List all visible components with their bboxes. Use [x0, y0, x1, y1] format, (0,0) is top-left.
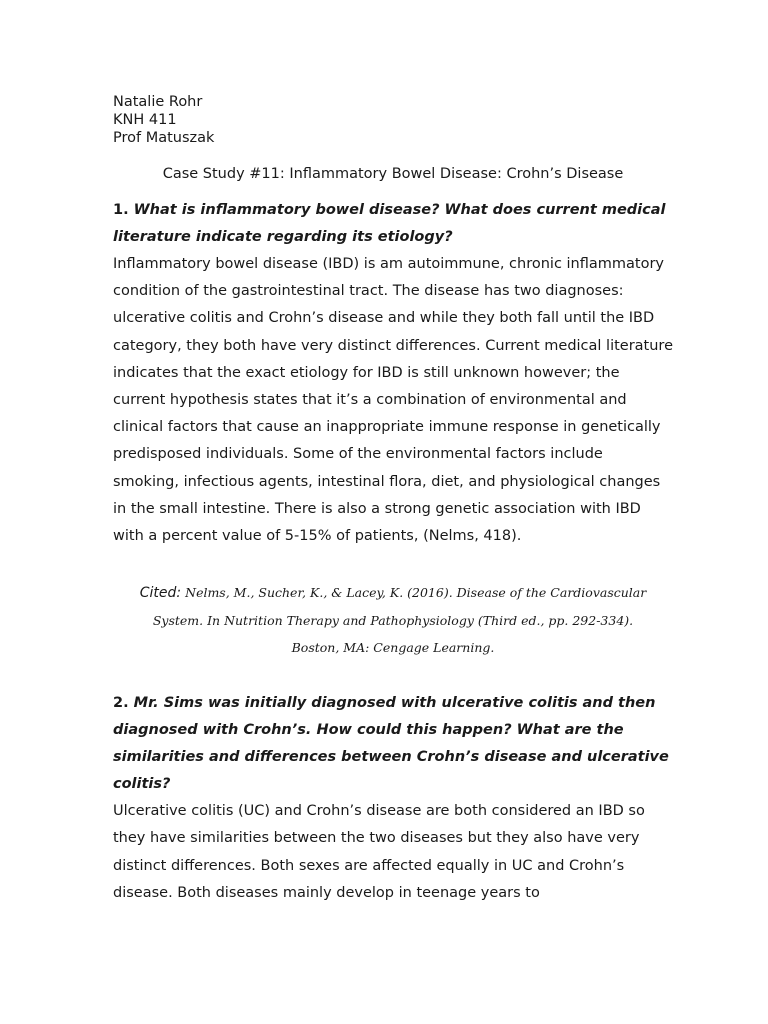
citation-line-2: System. In Nutrition Therapy and Pathophysiology (Third ed., pp. 292-334).: [152, 613, 634, 629]
citation-label: Cited:: [139, 585, 182, 602]
answer-1: Inflammatory bowel disease (IBD) is am autoimmune, chronic inflammatory condition of the gastrointestinal tract. The disease has two diagnoses: ulcerative colitis and Crohn’s disease and while they both fall until the IBD category, they both have very distinct differences. Current medical literature indicates that the exact etiology for IBD is still unknown however; the current hypothesis states that it’s a combination of environmental and clinical factors that cause an inappropriate immune response in genetically predisposed individuals. Some of the environmental factors include smoking, infectious agents, intestinal flora, diet, and physiological changes in the small intestine. There is also a strong genetic association with IBD with a percent value of 5-15% of patients, (Nelms, 418).: [113, 256, 673, 545]
course-code: KNH 411: [113, 112, 177, 128]
question-2-number: 2.: [113, 695, 129, 712]
answer-2: Ulcerative colitis (UC) and Crohn’s disease are both considered an IBD so they have similarities between the two diseases but they also have very distinct differences. Both sexes are affected equally in UC and Crohn’s disease. Both diseases mainly develop in teenage years to: [113, 803, 645, 901]
citation-text-1: Nelms, M., Sucher, K., & Lacey, K. (2016). Disease of the Cardiovascular: [185, 585, 647, 601]
professor-name: Prof Matuszak: [113, 130, 215, 146]
question-2-text: Mr. Sims was initially diagnosed with ulcerative colitis and then diagnosed with Crohn’s. How could this happen? What are the similarities and differences between Crohn’s disease and ulcerative colitis?: [113, 695, 669, 793]
author-name: Natalie Rohr: [113, 94, 203, 110]
citation-line-3: Boston, MA: Cengage Learning.: [291, 640, 495, 656]
question-2: [113, 690, 673, 798]
question-1-text: What is inflammatory bowel disease? What does current medical literature indicate regarding its etiology?: [113, 202, 666, 245]
question-1-number: 1.: [113, 202, 129, 218]
document-title: Case Study #11: Inflammatory Bowel Disease: Crohn’s Disease: [162, 166, 624, 182]
document-page: [113, 93, 673, 907]
citation: [113, 579, 673, 661]
citation-line-1: [113, 579, 673, 607]
question-1: [113, 197, 673, 251]
